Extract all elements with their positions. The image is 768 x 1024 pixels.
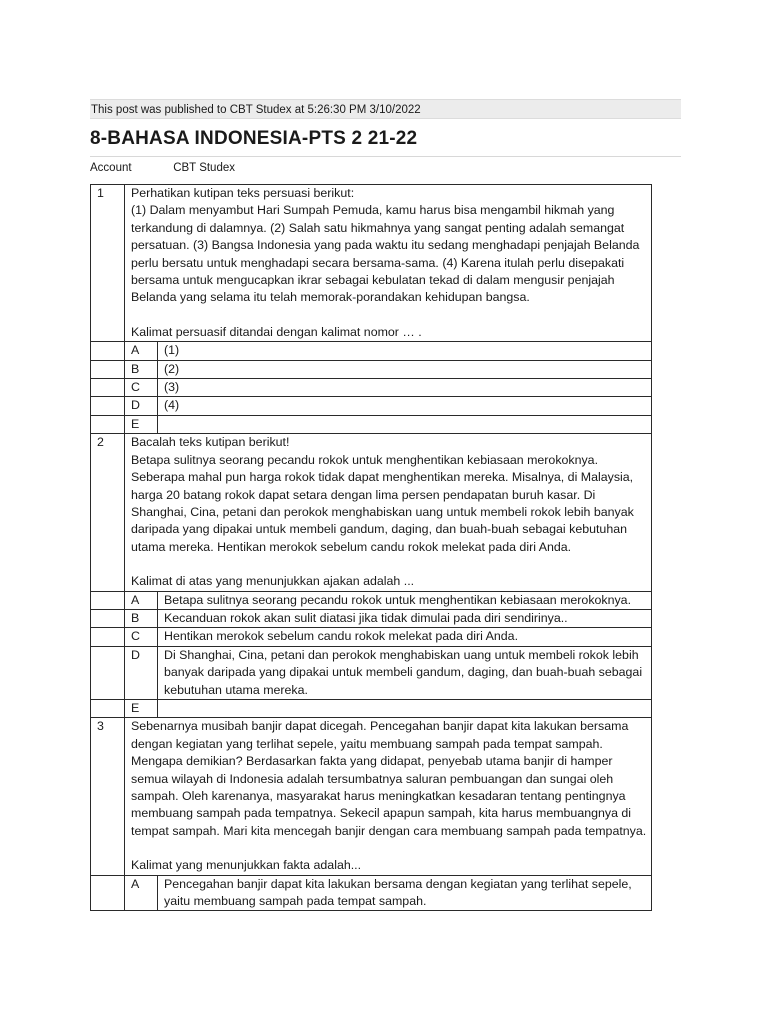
- option-letter: B: [125, 609, 158, 627]
- option-spacer-cell: [91, 699, 125, 717]
- option-text: Pencegahan banjir dapat kita lakukan bersama dengan kegiatan yang terlihat sepele, yaitu membuang sampah pada tempat sampah.: [158, 875, 652, 911]
- question-paragraph: Sebenarnya musibah banjir dapat dicegah. Pencegahan banjir dapat kita lakukan bersama dengan kegiatan yang terlihat sepele, yaitu membuang sampah pada tempat sampah. Mengapa demikian? Berdasarkan fakta yang didapat, penyebab utama banjir di hamper semua wilayah di Indonesia adalah tersumbatnya saluran pembuangan dan sungai oleh sampah. Oleh karenanya, masyarakat harus meningkatkan kesadaran tentang pentingnya membuang sampah pada tempatnya. Sekecil apapun sampah, kita harus membuangnya di tempat sampah. Mari kita mencegah banjir dengan cara membuang sampah pada tempatnya.: [131, 719, 647, 838]
- option-row: [91, 628, 652, 646]
- question-prompt: Kalimat yang menunjukkan fakta adalah...: [131, 858, 362, 873]
- question-number: 1: [91, 185, 125, 342]
- option-text: [158, 699, 652, 717]
- option-letter: A: [125, 342, 158, 360]
- account-label: Account: [90, 162, 132, 174]
- option-letter: C: [125, 379, 158, 397]
- option-row: [91, 415, 652, 433]
- question-text: [125, 718, 652, 875]
- option-text: Betapa sulitnya seorang pecandu rokok untuk menghentikan kebiasaan merokoknya.: [158, 591, 652, 609]
- option-row: [91, 591, 652, 609]
- question-paragraph: (1) Dalam menyambut Hari Sumpah Pemuda, kamu harus bisa mengambil hikmah yang terkandung di dalamnya. (2) Salah satu hikmahnya yang sangat penting adalah semangat persatuan. (3) Bangsa Indonesia yang pada waktu itu sedang menghadapi penjajah Belanda perlu bersatu untuk menghadapi secara bersama-sama. (4) Karena itulah perlu disepakati bersama untuk mengucapkan ikrar sebagai kebulatan tekad di dalam mengusir penjajah Belanda yang selama itu telah memorak-porandakan kehidupan bangsa.: [131, 203, 640, 305]
- option-spacer-cell: [91, 591, 125, 609]
- option-text: Kecanduan rokok akan sulit diatasi jika tidak dimulai pada diri sendirinya..: [158, 609, 652, 627]
- paragraph-gap: [131, 840, 647, 857]
- account-value: CBT Studex: [173, 162, 235, 174]
- option-row: [91, 699, 652, 717]
- publish-banner: [90, 99, 681, 119]
- option-text: (4): [158, 397, 652, 415]
- account-row: [90, 162, 235, 174]
- option-row: [91, 360, 652, 378]
- option-text: Hentikan merokok sebelum candu rokok melekat pada diri Anda.: [158, 628, 652, 646]
- publish-notice: This post was published to CBT Studex at 5:26:30 PM 3/10/2022: [91, 104, 421, 116]
- option-spacer-cell: [91, 646, 125, 699]
- question-text: [125, 185, 652, 342]
- question-paragraph: Bacalah teks kutipan berikut!: [131, 435, 290, 450]
- question-prompt: Kalimat persuasif ditandai dengan kalimat nomor … .: [131, 324, 422, 339]
- option-letter: D: [125, 646, 158, 699]
- option-spacer-cell: [91, 875, 125, 911]
- option-row: [91, 379, 652, 397]
- option-letter: C: [125, 628, 158, 646]
- option-text: Di Shanghai, Cina, petani dan perokok menghabiskan uang untuk membeli rokok lebih banyak daripada yang dipakai untuk membeli gandum, daging, dan buah-buah sebagai kebutuhan utama mereka.: [158, 646, 652, 699]
- option-spacer-cell: [91, 628, 125, 646]
- title-divider: [90, 156, 681, 157]
- option-spacer-cell: [91, 342, 125, 360]
- option-spacer-cell: [91, 379, 125, 397]
- page-title: 8-BAHASA INDONESIA-PTS 2 21-22: [90, 128, 418, 149]
- option-spacer-cell: [91, 609, 125, 627]
- question-row: [91, 434, 652, 591]
- question-paragraph: Perhatikan kutipan teks persuasi berikut:: [131, 186, 355, 200]
- option-spacer-cell: [91, 360, 125, 378]
- question-number: 3: [91, 718, 125, 875]
- question-paragraph: Betapa sulitnya seorang pecandu rokok untuk menghentikan kebiasaan merokoknya. Seberapa mahal pun harga rokok tidak dapat menghentikan mereka. Misalnya, di Malaysia, harga 20 batang rokok dapat setara dengan lima persen pendapatan buruh kasar. Di Shanghai, Cina, petani dan perokok menghabiskan uang untuk membeli rokok lebih banyak daripada yang dipakai untuk membeli gandum, daging, dan buah-buah sebagai kebutuhan utama mereka. Hentikan merokok sebelum candu rokok melekat pada diri Anda.: [131, 452, 634, 554]
- option-text: (2): [158, 360, 652, 378]
- option-letter: D: [125, 397, 158, 415]
- option-letter: E: [125, 699, 158, 717]
- question-number: 2: [91, 434, 125, 591]
- question-table: [90, 184, 652, 911]
- option-letter: A: [125, 591, 158, 609]
- option-row: [91, 342, 652, 360]
- question-text: [125, 434, 652, 591]
- question-row: [91, 718, 652, 875]
- paragraph-gap: [131, 307, 647, 324]
- option-letter: B: [125, 360, 158, 378]
- paragraph-gap: [131, 556, 647, 573]
- option-text: [158, 415, 652, 433]
- option-row: [91, 875, 652, 911]
- option-text: (1): [158, 342, 652, 360]
- option-row: [91, 397, 652, 415]
- question-row: [91, 185, 652, 342]
- option-row: [91, 646, 652, 699]
- question-prompt: Kalimat di atas yang menunjukkan ajakan adalah ...: [131, 574, 415, 589]
- option-text: (3): [158, 379, 652, 397]
- option-row: [91, 609, 652, 627]
- option-spacer-cell: [91, 397, 125, 415]
- option-spacer-cell: [91, 415, 125, 433]
- option-letter: A: [125, 875, 158, 911]
- option-letter: E: [125, 415, 158, 433]
